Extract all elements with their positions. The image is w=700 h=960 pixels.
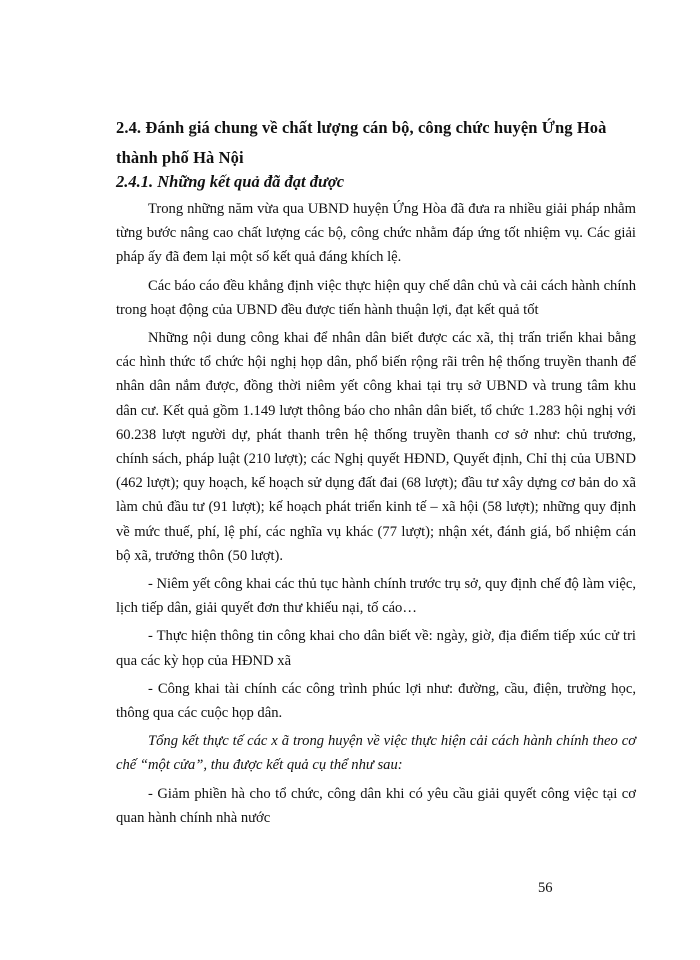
paragraph-bullet-posting: - Niêm yết công khai các thủ tục hành chính trước trụ sở, quy định chế độ làm việc, lịch tiếp dân, giải quyết đơn thư khiếu nại, tố cáo… [116, 576, 636, 617]
paragraph-bullet-information: - Thực hiện thông tin công khai cho dân biết về: ngày, giờ, địa điểm tiếp xúc cử tri qua các kỳ họp của HĐND xã [116, 628, 636, 669]
subsection-heading: 2.4.1. Những kết quả đã đạt được [116, 172, 345, 191]
paragraph-intro: Trong những năm vừa qua UBND huyện Ứng Hòa đã đưa ra nhiều giải pháp nhằm từng bước nâng cao chất lượng các bộ, công chức nhằm đáp ứng tốt nhiệm vụ. Các giải pháp ấy đã đem lại một số kết quả đáng khích lệ. [116, 201, 636, 266]
paragraph-summary-italic: Tổng kết thực tế các x ã trong huyện về việc thực hiện cải cách hành chính theo cơ chế “một cửa”, thu được kết quả cụ thể như sau: [116, 733, 636, 774]
paragraph-bullet-finance: - Công khai tài chính các công trình phúc lợi như: đường, cầu, điện, trường học, thông qua các cuộc họp dân. [116, 680, 636, 722]
section-heading: 2.4. Đánh giá chung về chất lượng cán bộ, công chức huyện Ứng Hoà thành phố Hà Nội [116, 118, 607, 167]
paragraph-public-content: Những nội dung công khai để nhân dân biết được các xã, thị trấn triển khai bằng các hình thức tổ chức hội nghị họp dân, phổ biến rộng rãi trên hệ thống truyền thanh để nhân dân nắm được, đồng thời niêm yết công khai tại trụ sở UBND và trung tâm khu dân cư. Kết quả gồm 1.149 lượt thông báo cho nhân dân biết, tổ chức 1.283 hội nghị với 60.238 lượt người dự, phát thanh trên hệ thống truyền thanh cơ sở như: chủ trương, chính sách, pháp luật (210 lượt); các Nghị quyết HĐND, Quyết định, Chỉ thị của UBND (462 lượt); quy hoạch, kế hoạch sử dụng đất đai (68 lượt); đầu tư xây dựng cơ bản do xã làm chủ đầu tư (91 lượt); kế hoạch phát triển kinh tế – xã hội (58 lượt); những quy định về mức thuế, phí, lệ phí, các nghĩa vụ khác (77 lượt); nhận xét, đánh giá, bổ nhiệm cán bộ xã, trưởng thôn (50 lượt). [116, 330, 636, 564]
paragraph-reports: Các báo cáo đều khẳng định việc thực hiện quy chế dân chủ và cải cách hành chính trong hoạt động của UBND đều được tiến hành thuận lợi, đạt kết quả tốt [116, 277, 636, 318]
page-number: 56 [538, 880, 553, 896]
paragraph-bullet-reduce: - Giảm phiền hà cho tổ chức, công dân khi có yêu cầu giải quyết công việc tại cơ quan hành chính nhà nước [116, 785, 636, 826]
body-text [116, 197, 636, 834]
